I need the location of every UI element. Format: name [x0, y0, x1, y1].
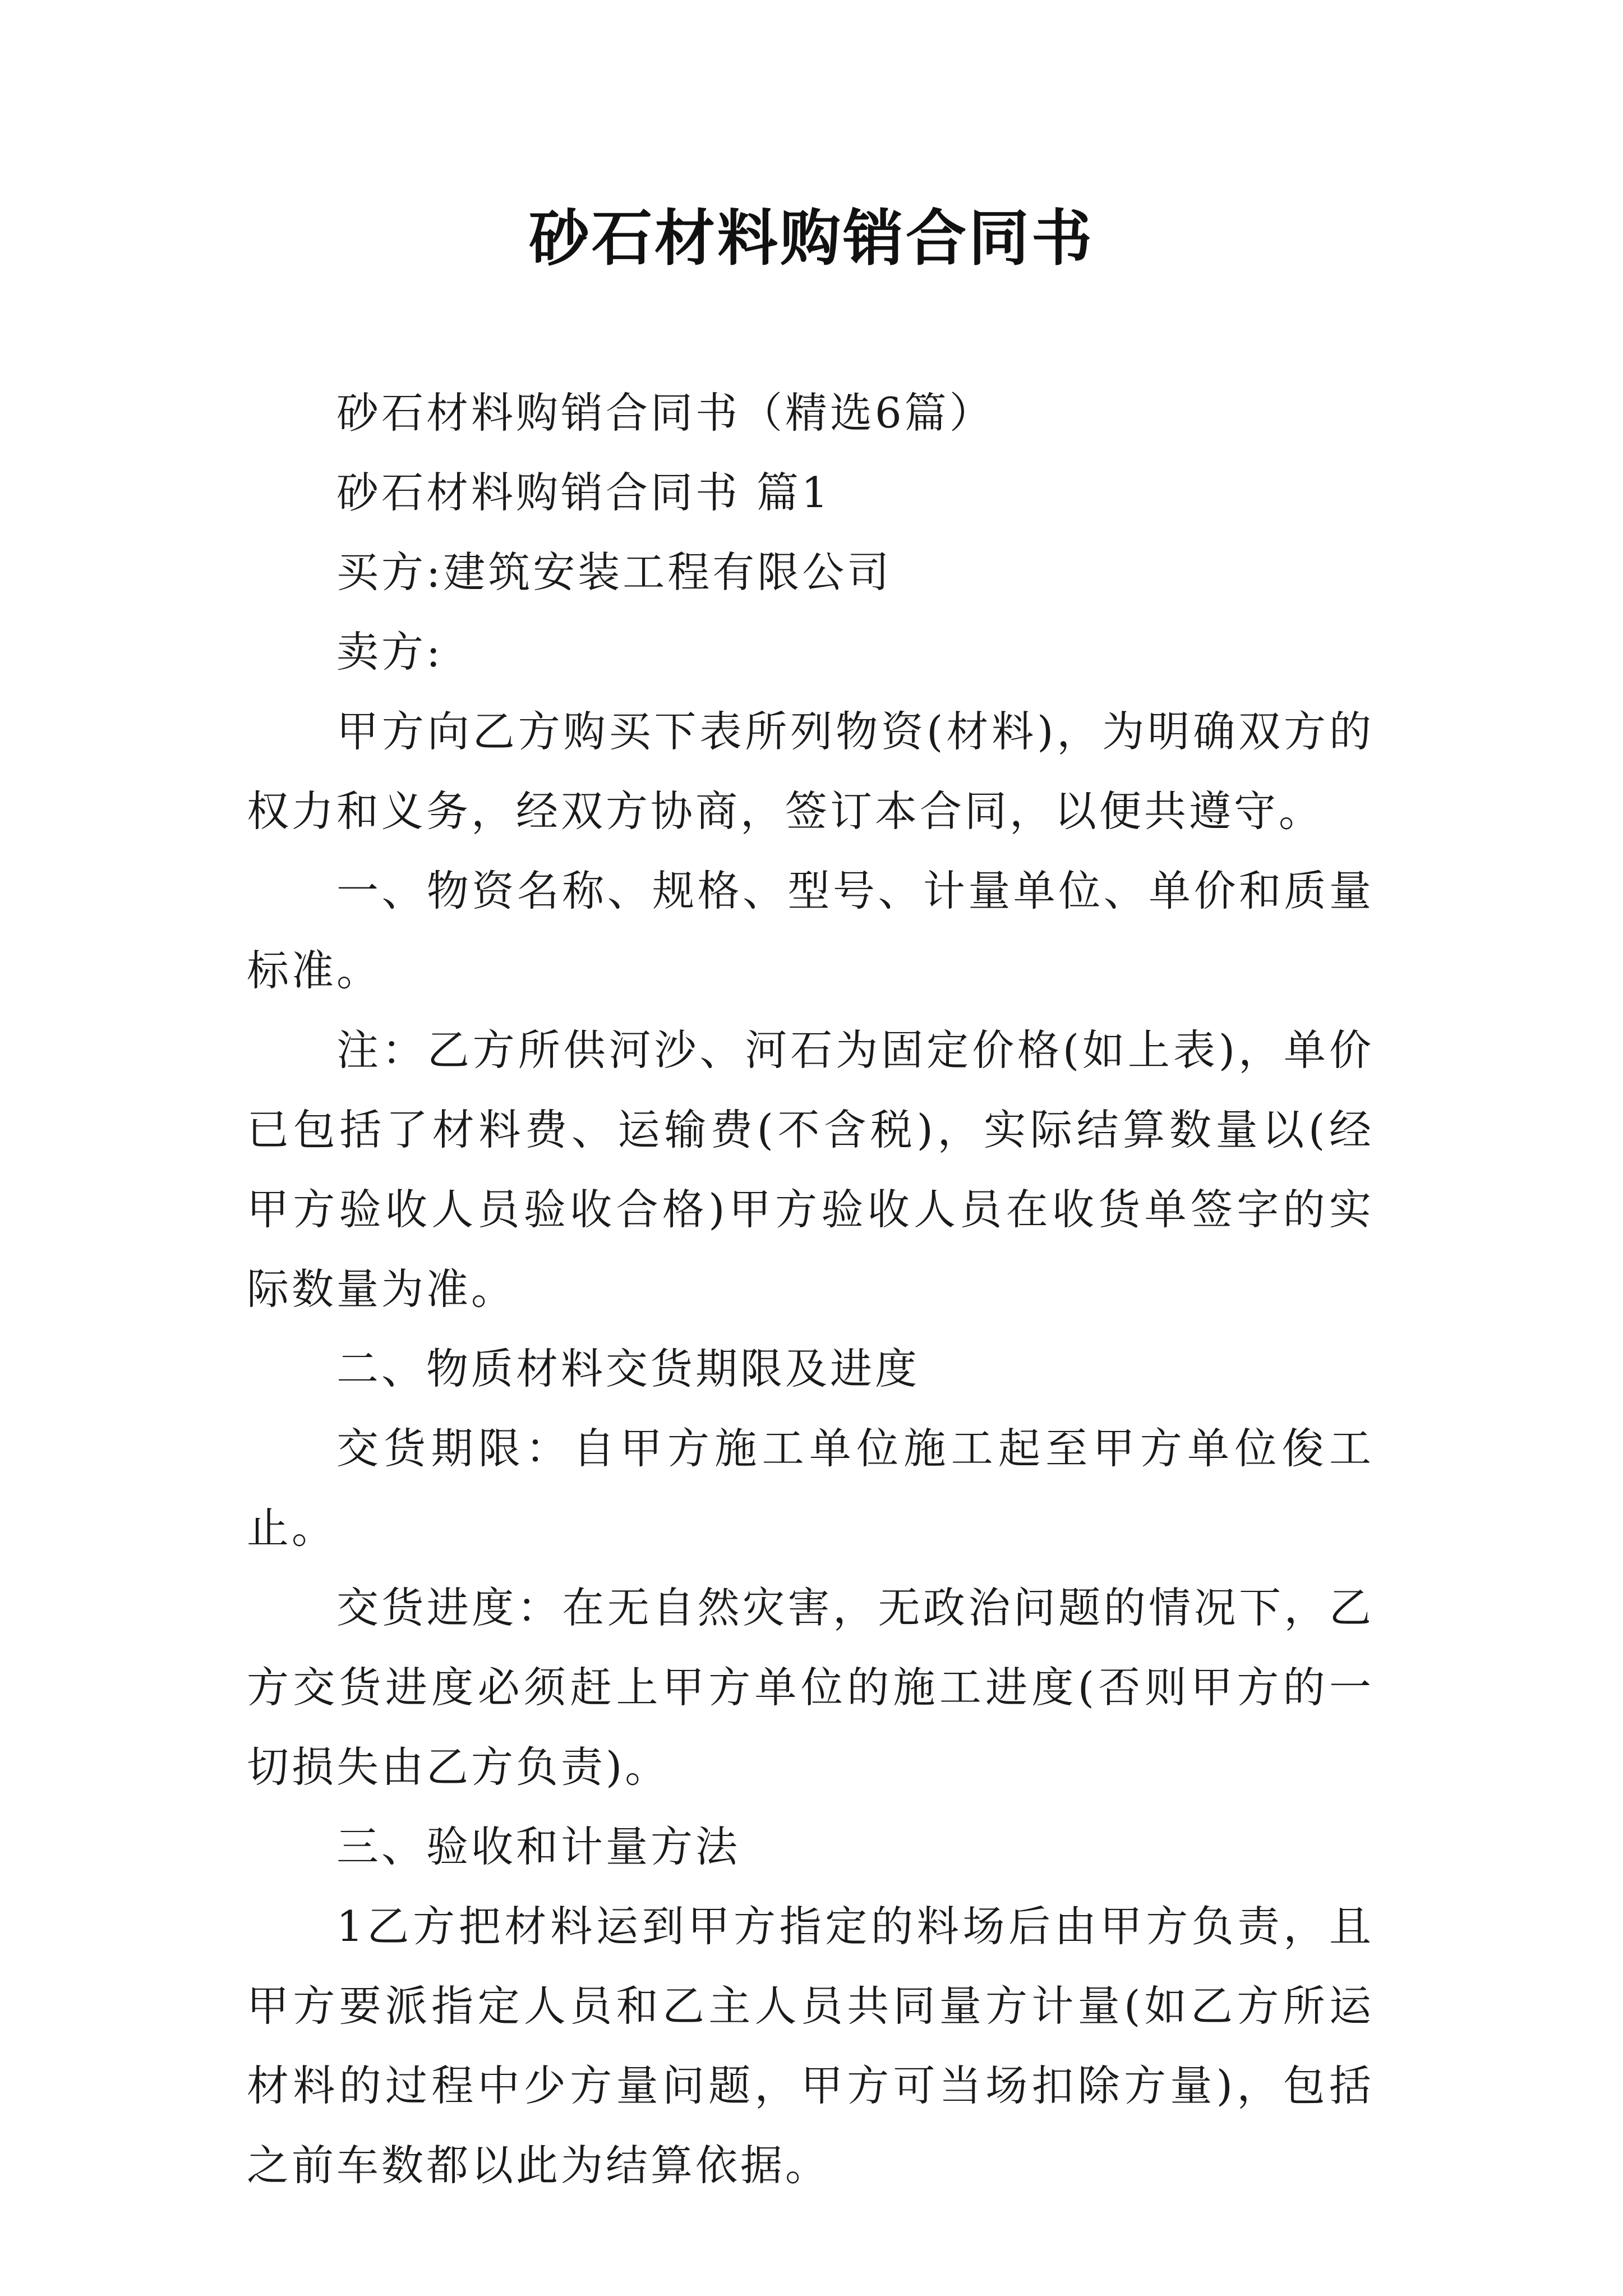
note-paragraph: 注：乙方所供河沙、河石为固定价格(如上表)，单价已包括了材料费、运输费(不含税)，实际结算数量以(经甲方验收人员验收合格)甲方验收人员在收货单签字的实际数量为准。 — [247, 1025, 1374, 1314]
clause-heading: 二、物质材料交货期限及进度 — [336, 1344, 920, 1393]
document-body — [247, 373, 1374, 2205]
body-paragraph: 甲方向乙方购买下表所列物资(材料)，为明确双方的权力和义务，经双方协商，签订本合同，以便共遵守。 — [247, 707, 1374, 836]
body-paragraph: 交货进度：在无自然灾害，无政治问题的情况下，乙方交货进度必须赶上甲方单位的施工进度(否则甲方的一切损失由乙方负责)。 — [247, 1583, 1374, 1792]
seller-line: 卖方: — [336, 627, 444, 677]
section-heading: 砂石材料购销合同书 篇1 — [336, 468, 831, 517]
body-paragraph: 1乙方把材料运到甲方指定的料场后由甲方负责，且甲方要派指定人员和乙主人员共同量方计量(如乙方所运材料的过程中少方量问题，甲方可当场扣除方量)，包括之前车数都以此为结算依据。 — [247, 1902, 1374, 2190]
clause-heading: 一、物资名称、规格、型号、计量单位、单价和质量标准。 — [247, 866, 1374, 995]
clause-heading: 三、验收和计量方法 — [336, 1822, 741, 1871]
buyer-line: 买方:建筑安装工程有限公司 — [336, 547, 892, 597]
body-paragraph: 交货期限：自甲方施工单位施工起至甲方单位俊工止。 — [247, 1424, 1374, 1553]
document-title: 砂石材料购销合同书 — [528, 203, 1094, 274]
subtitle-paragraph: 砂石材料购销合同书（精选6篇） — [336, 388, 994, 438]
